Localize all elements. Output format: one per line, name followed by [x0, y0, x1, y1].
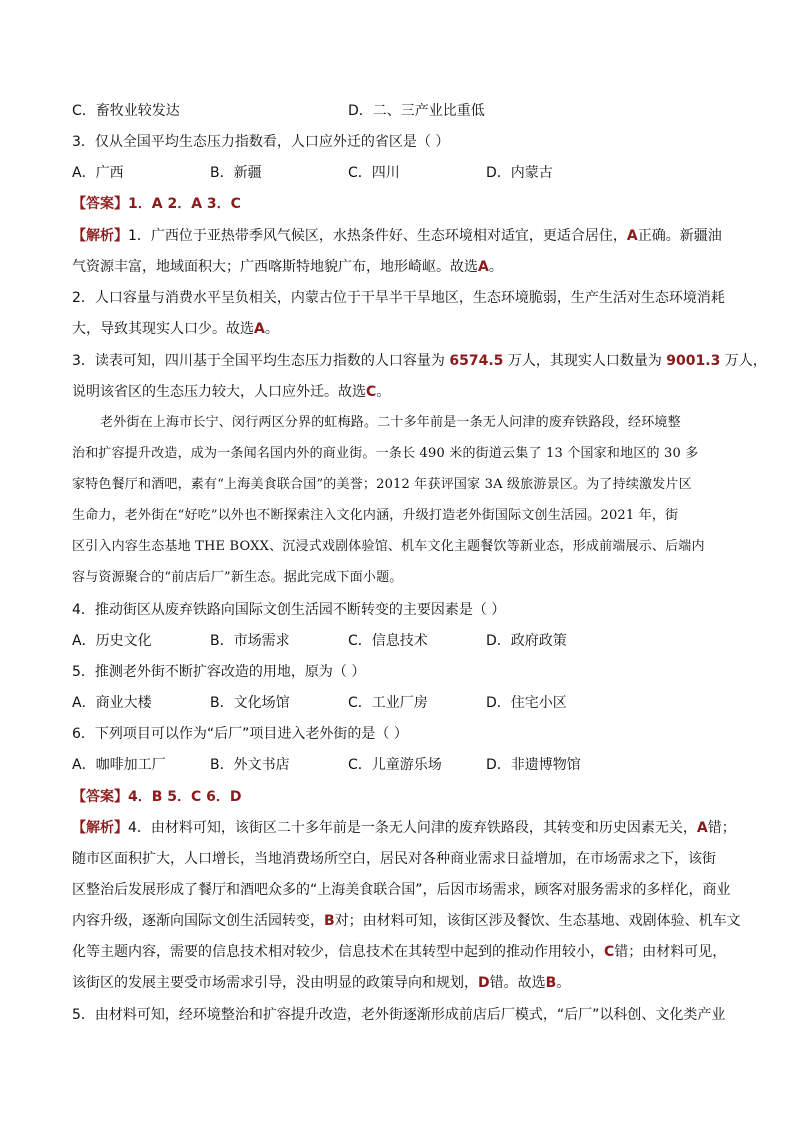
passage-line-1: 老外街在上海市长宁、闵行两区分界的虹梅路。二十多年前是一条无人问津的废弃铁路段，经环境整	[100, 415, 681, 430]
analysis-4-line-2: 随市区面积扩大，人口增长，当地消费场所空白，居民对各种商业需求日益增加，在市场需求之下，该街	[72, 851, 716, 867]
analysis-text: 万人，其现实人口数量为	[503, 353, 667, 369]
q3-option-a: A．广西	[72, 165, 124, 181]
number-value: 9001.3	[666, 353, 721, 369]
analysis-text: 3．读表可知，四川基于全国平均生态压力指数的人口容量为	[72, 353, 450, 369]
q5-stem: 5．推测老外街不断扩容改造的用地，原为（ ）	[72, 664, 366, 680]
analysis-text: 化等主题内容，需要的信息技术相对较少，信息技术在其转型中起到的推动作用较小，	[72, 944, 604, 960]
analysis-3-line-1	[72, 351, 767, 371]
analysis-tag: 【解析】	[72, 820, 128, 836]
analysis-text: 1．广西位于亚热带季风气候区，水热条件好、生态环境相对适宜，更适合居住，	[128, 228, 627, 244]
passage-line-5: 区引入内容生态基地 THE BOXX、沉浸式戏剧体验馆、机车文化主题餐饮等新业态，形成前端展示、后端内	[72, 539, 705, 554]
q6-option-d: D．非遗博物馆	[486, 757, 581, 773]
answer-tag: 【答案】	[72, 196, 128, 212]
number-value: 6574.5	[449, 353, 504, 369]
q4-stem: 4．推动街区从废弃铁路向国际文创生活园不断转变的主要因素是（ ）	[72, 602, 506, 618]
answer-letter: C	[366, 384, 377, 400]
answer-letter: C	[604, 944, 615, 960]
analysis-text: 。	[264, 321, 279, 337]
analysis-text: 。	[376, 384, 391, 400]
analysis-4-line-1	[72, 818, 736, 838]
answer-block-1	[72, 194, 727, 214]
answer-block-2	[72, 787, 727, 807]
analysis-text: 说明该省区的生态压力较大，人口应外迁。故选	[72, 384, 366, 400]
analysis-text: 错；	[707, 820, 736, 836]
q3-option-b: B．新疆	[210, 165, 262, 181]
answer-letter: B	[324, 913, 335, 929]
q4-option-b: B．市场需求	[210, 633, 290, 649]
answer-tag: 【答案】	[72, 789, 128, 805]
analysis-text: 正确。新疆油	[637, 228, 722, 244]
analysis-text: 错；由材料可见，	[614, 944, 727, 960]
analysis-4-line-6	[72, 973, 727, 993]
q5-option-b: B．文化场馆	[210, 695, 290, 711]
q6-stem: 6．下列项目可以作为“后厂”项目进入老外街的是（ ）	[72, 726, 408, 742]
analysis-2-line-1: 2．人口容量与消费水平呈负相关，内蒙古位于干旱半干旱地区，生态环境脆弱，生产生活对生态环境消耗	[72, 290, 725, 306]
answer-letter: A	[478, 259, 489, 275]
analysis-1-line-2	[72, 257, 727, 277]
answer-text: 4．B 5．C 6．D	[128, 789, 242, 805]
analysis-4-line-4	[72, 911, 741, 931]
answer-letter: A	[254, 321, 265, 337]
q6-option-b: B．外文书店	[210, 757, 290, 773]
q5-option-a: A．商业大楼	[72, 695, 152, 711]
analysis-text: 万人，	[720, 353, 767, 369]
analysis-text: 内容升级，逐渐向国际文创生活园转变，	[72, 913, 324, 929]
q3-option-d: D．内蒙古	[486, 165, 553, 181]
passage-line-3: 家特色餐厅和酒吧，素有“上海美食联合国”的美誉；2012 年获评国家 3A 级旅游景区。为了持续激发片区	[72, 477, 692, 492]
analysis-5-line-1: 5．由材料可知，经环境整治和扩容提升改造，老外街逐渐形成前店后厂模式，“后厂”以科创、文化类产业	[72, 1007, 726, 1023]
q4-option-a: A．历史文化	[72, 633, 152, 649]
analysis-text: 该街区的发展主要受市场需求引导，没由明显的政策导向和规划，	[72, 975, 478, 991]
q6-option-c: C．儿童游乐场	[348, 757, 442, 773]
passage-line-6: 容与资源聚合的“前店后厂”新生态。据此完成下面小题。	[72, 570, 403, 585]
q5-option-d: D．住宅小区	[486, 695, 567, 711]
passage-line-2: 治和扩容提升改造，成为一条闻名国内外的商业街。一条长 490 米的街道云集了 13 个国家和地区的 30 多	[72, 446, 699, 461]
analysis-4-line-3: 区整治后发展形成了餐厅和酒吧众多的“上海美食联合国”，后因市场需求，顾客对服务需求的多样化，商业	[72, 882, 731, 898]
analysis-text: 对；由材料可知，该街区涉及餐饮、生态基地、戏剧体验、机车文	[334, 913, 741, 929]
answer-letter: D	[478, 975, 490, 991]
analysis-text: 大，导致其现实人口少。故选	[72, 321, 254, 337]
q4-option-d: D．政府政策	[486, 633, 567, 649]
answer-letter: A	[626, 228, 638, 244]
answer-letter: B	[545, 975, 557, 991]
analysis-text: 。	[488, 259, 503, 275]
q6-option-a: A．咖啡加工厂	[72, 757, 166, 773]
q5-option-c: C．工业厂房	[348, 695, 428, 711]
q3-stem: 3．仅从全国平均生态压力指数看，人口应外迁的省区是（ ）	[72, 134, 450, 150]
analysis-3-line-2	[72, 382, 727, 402]
answer-text: 1．A 2．A 3．C	[128, 196, 241, 212]
q2-option-d: D．二、三产业比重低	[348, 103, 485, 119]
answer-letter: A	[696, 820, 708, 836]
analysis-4-line-5	[72, 942, 727, 962]
analysis-text: 错。故选	[489, 975, 546, 991]
analysis-tag: 【解析】	[72, 228, 128, 244]
analysis-text: 4．由材料可知，该街区二十多年前是一条无人问津的废弃铁路段，其转变和历史因素无关，	[128, 820, 697, 836]
q4-option-c: C．信息技术	[348, 633, 428, 649]
q3-option-c: C．四川	[348, 165, 400, 181]
q2-option-c: C．畜牧业较发达	[72, 103, 180, 119]
analysis-1-line-1	[72, 226, 727, 246]
passage-line-4: 生命力，老外街在“好吃”以外也不断探索注入文化内涵，升级打造老外街国际文创生活园。2021 年，街	[72, 508, 679, 523]
analysis-text: 。	[556, 975, 571, 991]
analysis-text: 气资源丰富，地域面积大；广西喀斯特地貌广布，地形崎岖。故选	[72, 259, 478, 275]
analysis-2-line-2	[72, 319, 727, 339]
